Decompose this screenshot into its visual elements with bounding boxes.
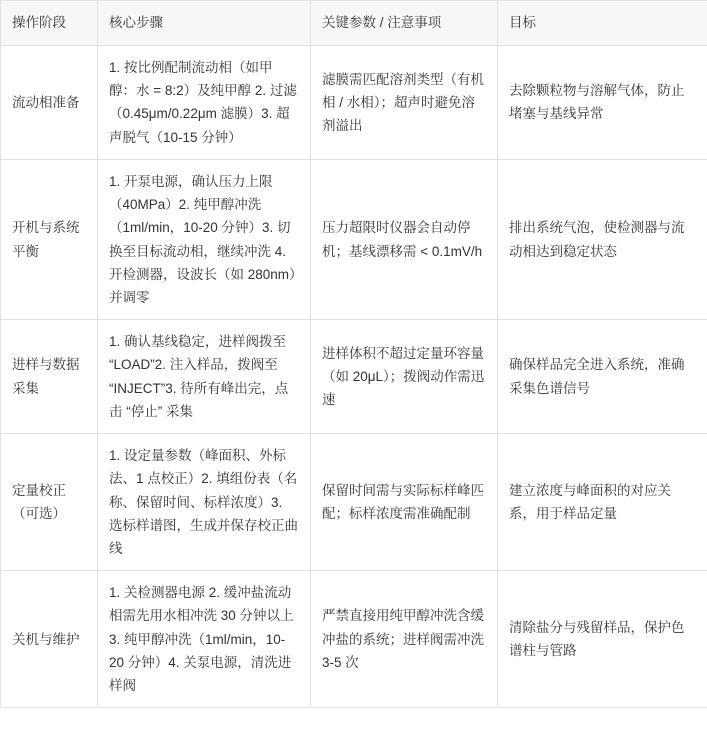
cell-goal: 确保样品完全进入系统，准确采集色谱信号 — [498, 320, 707, 434]
cell-goal: 清除盐分与残留样品，保护色谱柱与管路 — [498, 571, 707, 708]
cell-params: 保留时间需与实际标样峰匹配；标样浓度需准确配制 — [311, 434, 498, 571]
cell-steps: 1. 确认基线稳定，进样阀拨至 “LOAD”2. 注入样品，拨阀至 “INJECT”3. 待所有峰出完，点击 “停止” 采集 — [98, 320, 311, 434]
table-body — [1, 46, 707, 708]
cell-stage: 进样与数据采集 — [1, 320, 98, 434]
cell-stage: 开机与系统平衡 — [1, 159, 98, 319]
table-row — [1, 434, 707, 571]
table-row — [1, 571, 707, 708]
cell-params: 压力超限时仪器会自动停机；基线漂移需 < 0.1mV/h — [311, 159, 498, 319]
column-header-params: 关键参数 / 注意事项 — [311, 1, 498, 46]
table-row — [1, 46, 707, 160]
cell-steps: 1. 设定量参数（峰面积、外标法、1 点校正）2. 填组份表（名称、保留时间、标样浓度）3. 选标样谱图，生成并保存校正曲线 — [98, 434, 311, 571]
cell-stage: 定量校正（可选） — [1, 434, 98, 571]
column-header-steps: 核心步骤 — [98, 1, 311, 46]
cell-stage: 关机与维护 — [1, 571, 98, 708]
column-header-stage: 操作阶段 — [1, 1, 98, 46]
cell-steps: 1. 按比例配制流动相（如甲醇：水 = 8:2）及纯甲醇 2. 过滤（0.45μm/0.22μm 滤膜）3. 超声脱气（10-15 分钟） — [98, 46, 311, 160]
cell-steps: 1. 开泵电源，确认压力上限（40MPa）2. 纯甲醇冲洗（1ml/min，10-20 分钟）3. 切换至目标流动相，继续冲洗 4. 开检测器，设波长（如 280nm）并调零 — [98, 159, 311, 319]
table-row — [1, 320, 707, 434]
cell-goal: 建立浓度与峰面积的对应关系，用于样品定量 — [498, 434, 707, 571]
cell-stage: 流动相准备 — [1, 46, 98, 160]
header-row — [1, 1, 707, 46]
column-header-goal: 目标 — [498, 1, 707, 46]
cell-steps: 1. 关检测器电源 2. 缓冲盐流动相需先用水相冲洗 30 分钟以上 3. 纯甲醇冲洗（1ml/min，10-20 分钟）4. 关泵电源，清洗进样阀 — [98, 571, 311, 708]
cell-params: 严禁直接用纯甲醇冲洗含缓冲盐的系统；进样阀需冲洗 3-5 次 — [311, 571, 498, 708]
cell-goal: 排出系统气泡，使检测器与流动相达到稳定状态 — [498, 159, 707, 319]
table-header — [1, 1, 707, 46]
cell-params: 进样体积不超过定量环容量（如 20μL）；拨阀动作需迅速 — [311, 320, 498, 434]
cell-goal: 去除颗粒物与溶解气体，防止堵塞与基线异常 — [498, 46, 707, 160]
cell-params: 滤膜需匹配溶剂类型（有机相 / 水相）；超声时避免溶剂溢出 — [311, 46, 498, 160]
table-row — [1, 159, 707, 319]
